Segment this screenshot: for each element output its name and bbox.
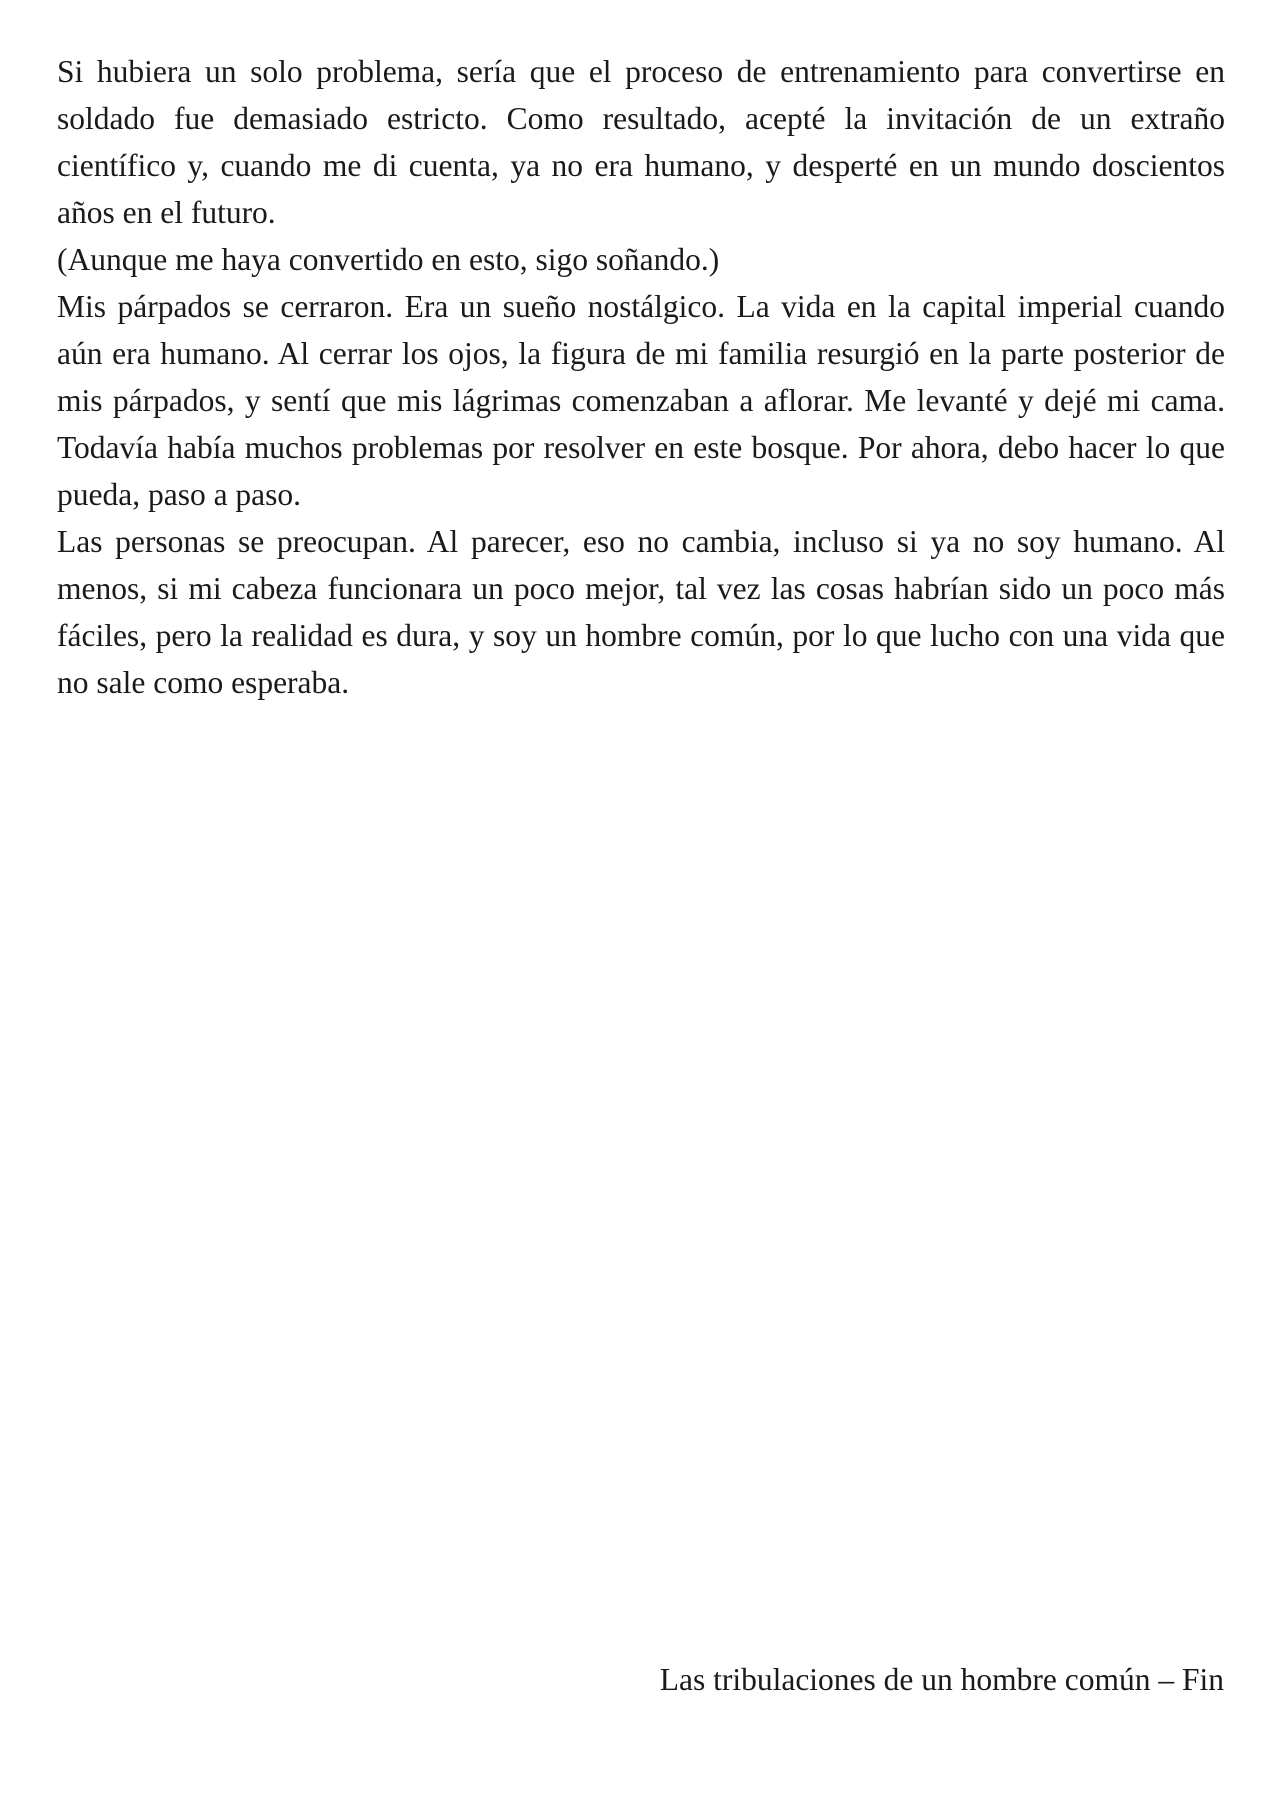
paragraph: (Aunque me haya convertido en esto, sigo soñando.): [57, 242, 720, 277]
paragraph: Si hubiera un solo problema, sería que el proceso de entrenamiento para convertirse en soldado fue demasiado estricto. Como resultado, acepté la invitación de un extraño científico y, cuando me di cuenta, ya no era humano, y desperté en un mundo doscientos años en el futuro.: [57, 54, 1225, 230]
paragraph: Mis párpados se cerraron. Era un sueño nostálgico. La vida en la capital imperial cuando aún era humano. Al cerrar los ojos, la figura de mi familia resurgió en la parte posterior de mis párpados, y sentí que mis lágrimas comenzaban a aflorar. Me levanté y dejé mi cama. Todavía había muchos problemas por resolver en este bosque. Por ahora, debo hacer lo que pueda, paso a paso.: [57, 289, 1225, 512]
body-text: [57, 48, 1225, 706]
paragraph: Las personas se preocupan. Al parecer, eso no cambia, incluso si ya no soy humano. Al menos, si mi cabeza funcionara un poco mejor, tal vez las cosas habrían sido un poco más fáciles, pero la realidad es dura, y soy un hombre común, por lo que lucho con una vida que no sale como esperaba.: [57, 524, 1225, 700]
closing-line: Las tribulaciones de un hombre común – Fin: [659, 1662, 1224, 1697]
